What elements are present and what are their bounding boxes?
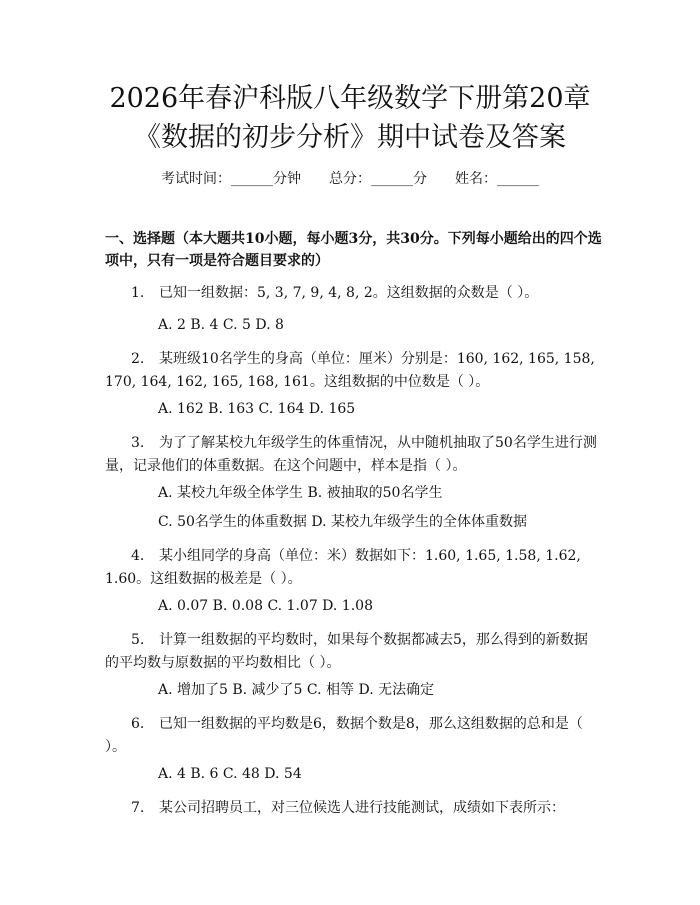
question-number: 3. — [131, 435, 145, 451]
question-2-options: A. 162 B. 163 C. 164 D. 165 — [158, 401, 356, 417]
page-title-line-2: 《数据的初步分析》期中试卷及答案 — [134, 122, 566, 153]
exam-meta — [0, 168, 700, 188]
question-number: 4. — [131, 548, 145, 564]
question-3-options-line-1: A. 某校九年级全体学生 B. 被抽取的50名学生 — [158, 485, 443, 501]
exam-student-name: 姓名：______ — [455, 171, 539, 187]
question-text: 已知一组数据的平均数是6，数据个数是8，那么这组数据的总和是（ ）。 — [105, 716, 583, 755]
question-7 — [105, 797, 600, 820]
question-text: 某公司招聘员工，对三位候选人进行技能测试，成绩如下表所示： — [159, 800, 565, 816]
question-6-options: A. 4 B. 6 C. 48 D. 54 — [158, 766, 302, 782]
exam-time: 考试时间：______分钟 — [161, 171, 301, 187]
question-text: 为了了解某校九年级学生的体重情况，从中随机抽取了50名学生进行测量，记录他们的体重数据。在这个问题中，样本是指（ ）。 — [105, 435, 597, 474]
question-3-options-line-2: C. 50名学生的体重数据 D. 某校九年级学生的全体体重数据 — [158, 514, 528, 530]
question-2 — [105, 348, 600, 394]
question-4 — [105, 545, 600, 591]
question-number: 2. — [131, 351, 145, 367]
question-number: 5. — [131, 632, 145, 648]
question-number: 6. — [131, 716, 145, 732]
exam-total-score: 总分：______分 — [329, 171, 427, 187]
question-number: 1. — [131, 285, 145, 301]
page-title-line-1: 2026年春沪科版八年级数学下册第20章 — [109, 83, 591, 114]
question-1-options: A. 2 B. 4 C. 5 D. 8 — [158, 317, 284, 333]
question-5 — [105, 629, 600, 675]
question-3 — [105, 432, 600, 478]
question-text: 某小组同学的身高（单位：米）数据如下：1.60, 1.65, 1.58, 1.62, 1.60。这组数据的极差是（ ）。 — [105, 548, 581, 587]
question-6 — [105, 713, 600, 759]
question-4-options: A. 0.07 B. 0.08 C. 1.07 D. 1.08 — [158, 598, 373, 614]
question-5-options: A. 增加了5 B. 减少了5 C. 相等 D. 无法确定 — [158, 682, 435, 698]
question-1 — [105, 282, 600, 305]
question-text: 计算一组数据的平均数时，如果每个数据都减去5，那么得到的新数据的平均数与原数据的平均数相比（ ）。 — [105, 632, 588, 671]
question-text: 某班级10名学生的身高（单位：厘米）分别是：160, 162, 165, 158, 170, 164, 162, 165, 168, 161。这组数据的中位数是（ ）。 — [105, 351, 595, 390]
question-number: 7. — [131, 800, 145, 816]
section-heading-choice: 一、选择题（本大题共10小题，每小题3分，共30分。下列每小题给出的四个选项中，只有一项是符合题目要求的） — [105, 231, 602, 269]
question-text: 已知一组数据：5, 3, 7, 9, 4, 8, 2。这组数据的众数是（ ）。 — [159, 285, 539, 301]
